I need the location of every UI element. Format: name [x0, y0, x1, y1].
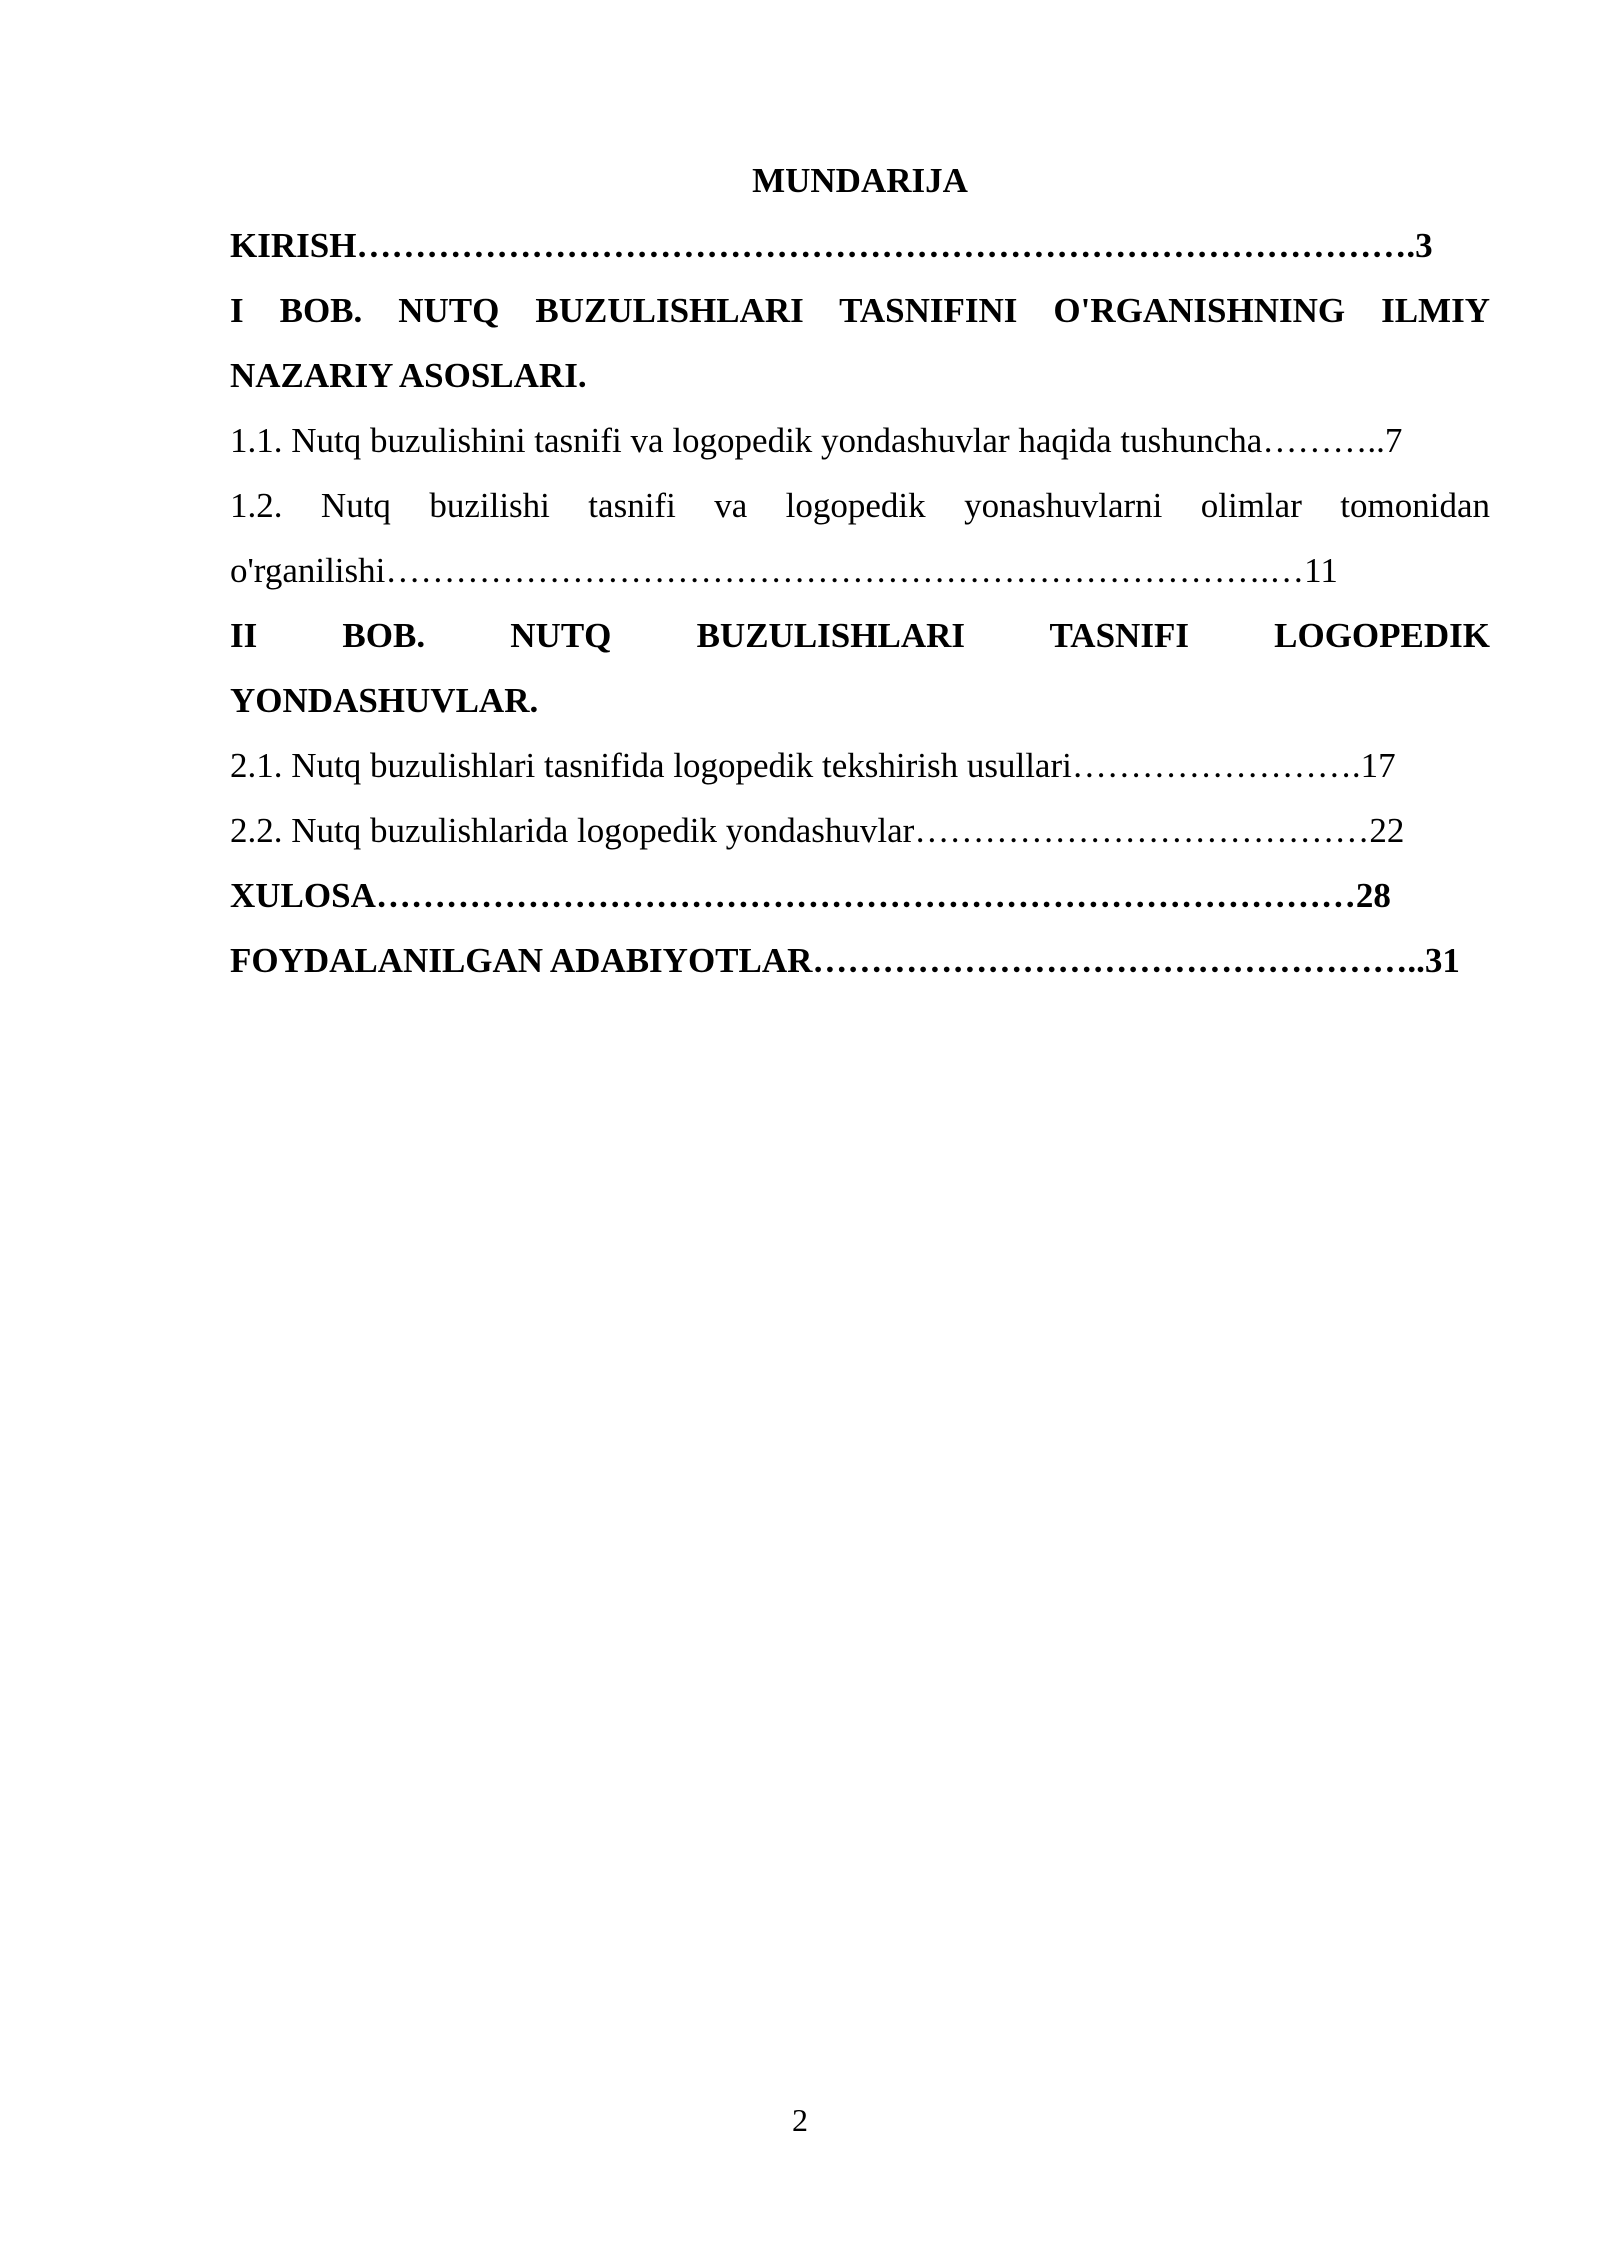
toc-entry-1-2-continued[interactable]: o'rganilishi………………………………………………………………….…11: [230, 551, 1338, 590]
toc-chapter-2-heading-continued[interactable]: YONDASHUVLAR.: [230, 681, 539, 720]
toc-entry-kirish[interactable]: KIRISH……………………………………………………………………………….3: [230, 226, 1433, 265]
toc-entry-2-1[interactable]: 2.1. Nutq buzulishlari tasnifida logopedik tekshirish usullari…………………….17: [230, 746, 1396, 785]
toc-title: MUNDARIJA: [752, 161, 968, 200]
toc-entry-1-1[interactable]: 1.1. Nutq buzulishini tasnifi va logopedik yondashuvlar haqida tushuncha………..7: [230, 421, 1403, 460]
page-number: 2: [792, 2102, 808, 2138]
toc-entry-1-2[interactable]: 1.2. Nutq buzilishi tasnifi va logopedik yonashuvlarni olimlar tomonidan: [230, 486, 1490, 525]
toc-chapter-1-heading-continued[interactable]: NAZARIY ASOSLARI.: [230, 356, 587, 395]
toc-chapter-1-heading[interactable]: I BOB. NUTQ BUZULISHLARI TASNIFINI O'RGANISHNING ILMIY: [230, 291, 1490, 330]
toc-chapter-2-heading[interactable]: II BOB. NUTQ BUZULISHLARI TASNIFI LOGOPEDIK: [230, 616, 1490, 655]
toc-entry-xulosa[interactable]: XULOSA…………………………………………………………………………28: [230, 876, 1391, 915]
toc-entry-2-2[interactable]: 2.2. Nutq buzulishlarida logopedik yondashuvlar…………………………………22: [230, 811, 1405, 850]
toc-entry-adabiyotlar[interactable]: FOYDALANILGAN ADABIYOTLAR……………………………………………..31: [230, 941, 1460, 980]
table-of-contents: [230, 148, 1490, 993]
